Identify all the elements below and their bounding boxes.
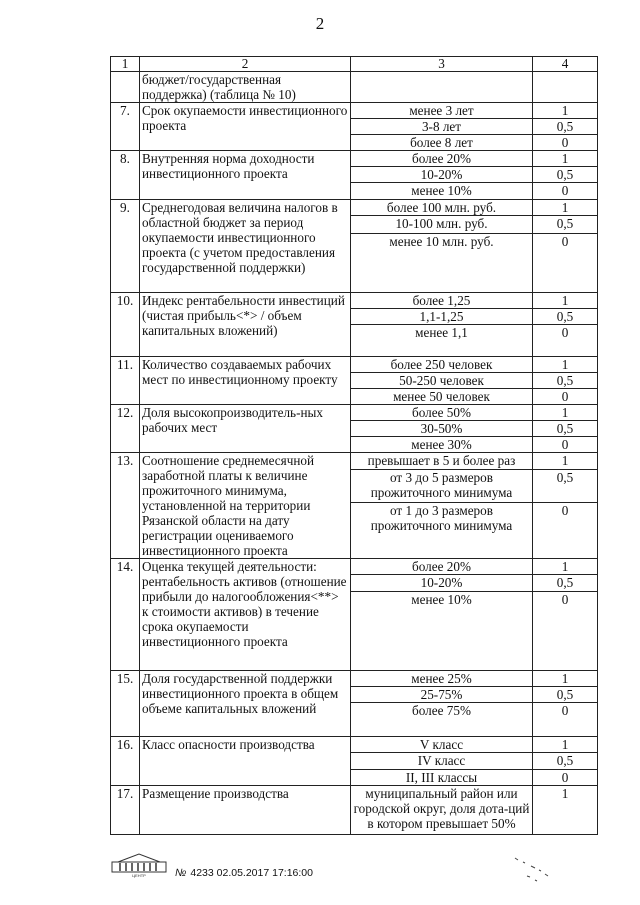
row-number: 9. (111, 200, 140, 293)
option-text: менее 25% (351, 671, 533, 687)
option-text: 3-8 лет (351, 119, 533, 135)
row-number: 16. (111, 737, 140, 786)
score-value: 0 (533, 502, 598, 558)
score-value (533, 72, 598, 103)
score-value: 0 (533, 703, 598, 737)
criterion-text: Срок окупаемости инвестиционного проекта (140, 103, 351, 151)
table-row (111, 559, 598, 575)
table-row (111, 405, 598, 421)
table-row (111, 786, 598, 835)
criterion-text: Среднегодовая величина налогов в областной бюджет за период окупаемости инвестиционного проекта (с учетом предоставления государственной поддержки) (140, 200, 351, 293)
building-seal-icon (110, 852, 168, 878)
header-row (111, 57, 598, 72)
option-text: 10-20% (351, 575, 533, 592)
score-value: 0 (533, 770, 598, 786)
score-value: 1 (533, 786, 598, 835)
score-value: 0,5 (533, 469, 598, 502)
score-value: 0 (533, 325, 598, 357)
score-value: 0,5 (533, 373, 598, 389)
option-text: более 75% (351, 703, 533, 737)
option-text: 25-75% (351, 687, 533, 703)
score-value: 1 (533, 357, 598, 373)
stamp-number-symbol: № (175, 867, 187, 879)
option-text: менее 10 млн. руб. (351, 234, 533, 293)
option-text: более 8 лет (351, 135, 533, 151)
criteria-table (110, 56, 598, 835)
score-value: 0,5 (533, 167, 598, 183)
stamp-text: 4233 02.05.2017 17:16:00 (190, 867, 313, 879)
option-text: менее 3 лет (351, 103, 533, 119)
score-value: 1 (533, 103, 598, 119)
row-number: 7. (111, 103, 140, 151)
row-number: 17. (111, 786, 140, 835)
row-number: 11. (111, 357, 140, 405)
score-value: 1 (533, 453, 598, 470)
row-number: 12. (111, 405, 140, 453)
table-row (111, 737, 598, 753)
page-number: 2 (315, 14, 325, 33)
option-text: V класс (351, 737, 533, 753)
continuation-row (111, 72, 598, 103)
score-value: 0 (533, 183, 598, 200)
option-text (351, 72, 533, 103)
option-text: 30-50% (351, 421, 533, 437)
row-number: 10. (111, 293, 140, 357)
option-text: более 100 млн. руб. (351, 200, 533, 216)
score-value: 0,5 (533, 753, 598, 770)
option-text: менее 1,1 (351, 325, 533, 357)
score-value: 0,5 (533, 119, 598, 135)
row-number (111, 72, 140, 103)
criterion-text: Индекс рентабельности инвестиций (чистая прибыль<*> / объем капитальных вложений) (140, 293, 351, 357)
score-value: 1 (533, 559, 598, 575)
header-col-3: 3 (351, 57, 533, 72)
score-value: 1 (533, 671, 598, 687)
score-value: 0,5 (533, 687, 598, 703)
score-value: 0 (533, 135, 598, 151)
option-text: менее 30% (351, 437, 533, 453)
header-col-1: 1 (111, 57, 140, 72)
option-text: более 250 человек (351, 357, 533, 373)
score-value: 0 (533, 234, 598, 293)
table-row (111, 200, 598, 216)
option-text: менее 10% (351, 183, 533, 200)
table-row (111, 293, 598, 309)
score-value: 0 (533, 389, 598, 405)
footer (110, 850, 597, 890)
handwritten-mark-icon (505, 850, 565, 886)
criterion-text: Внутренняя норма доходности инвестиционного проекта (140, 151, 351, 200)
score-value: 1 (533, 405, 598, 421)
score-value: 0,5 (533, 216, 598, 234)
criterion-text: бюджет/государственная поддержка) (таблица № 10) (140, 72, 351, 103)
score-value: 1 (533, 200, 598, 216)
option-text: превышает в 5 и более раз (351, 453, 533, 470)
option-text: IV класс (351, 753, 533, 770)
score-value: 1 (533, 293, 598, 309)
criterion-text: Количество создаваемых рабочих мест по инвестиционному проекту (140, 357, 351, 405)
row-number: 13. (111, 453, 140, 559)
option-text: 10-100 млн. руб. (351, 216, 533, 234)
option-text: более 20% (351, 559, 533, 575)
header-col-4: 4 (533, 57, 598, 72)
table-row (111, 103, 598, 119)
score-value: 1 (533, 151, 598, 167)
option-text: более 1,25 (351, 293, 533, 309)
seal-caption: ЦЕНТР (132, 873, 146, 878)
option-text: муниципальный район или городской округ, доля дота-ций в котором превышает 50% (351, 786, 533, 835)
criterion-text: Соотношение среднемесячной заработной платы к величине прожиточного минимума, установленной на территории Рязанской области на дату регистрации оцениваемого инвестиционного проекта (140, 453, 351, 559)
criterion-text: Доля государственной поддержки инвестиционного проекта в общем объеме капитальных вложений (140, 671, 351, 737)
criterion-text: Размещение производства (140, 786, 351, 835)
row-number: 15. (111, 671, 140, 737)
option-text: более 50% (351, 405, 533, 421)
option-text: 1,1-1,25 (351, 309, 533, 325)
option-text: более 20% (351, 151, 533, 167)
score-value: 0,5 (533, 309, 598, 325)
score-value: 0,5 (533, 421, 598, 437)
row-number: 8. (111, 151, 140, 200)
table-row (111, 671, 598, 687)
score-value: 0,5 (533, 575, 598, 592)
option-text: менее 50 человек (351, 389, 533, 405)
criterion-text: Класс опасности производства (140, 737, 351, 786)
table-row (111, 357, 598, 373)
option-text: II, III классы (351, 770, 533, 786)
header-col-2: 2 (140, 57, 351, 72)
criterion-text: Оценка текущей деятельности: рентабельность активов (отношение прибыли до налогообложения<**> к стоимости активов) в течение срока окупаемости инвестиционного проекта (140, 559, 351, 671)
option-text: от 1 до 3 размеров прожиточного минимума (351, 502, 533, 558)
table-row (111, 453, 598, 470)
score-value: 0 (533, 437, 598, 453)
table-row (111, 151, 598, 167)
option-text: 10-20% (351, 167, 533, 183)
criteria-body (111, 72, 598, 835)
criterion-text: Доля высокопроизводитель-ных рабочих мест (140, 405, 351, 453)
score-value: 0 (533, 592, 598, 671)
option-text: 50-250 человек (351, 373, 533, 389)
row-number: 14. (111, 559, 140, 671)
score-value: 1 (533, 737, 598, 753)
option-text: от 3 до 5 размеров прожиточного минимума (351, 469, 533, 502)
document-stamp (175, 867, 313, 879)
option-text: менее 10% (351, 592, 533, 671)
